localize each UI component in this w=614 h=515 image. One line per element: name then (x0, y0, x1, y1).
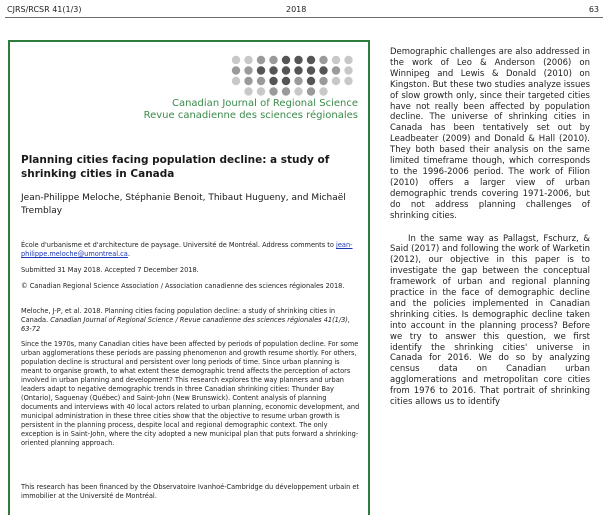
logo-dot (319, 66, 327, 74)
author-email-link[interactable]: jean-philippe.meloche@umontreal.ca (21, 241, 353, 258)
page-header (0, 0, 614, 20)
logo-dot (307, 56, 315, 64)
logo-dot (294, 56, 302, 64)
journal-logo-dots-icon (230, 55, 360, 100)
logo-dot (269, 77, 277, 85)
logo-dot (319, 87, 327, 95)
article-info-box (8, 40, 370, 515)
logo-dot (282, 56, 290, 64)
logo-dot (344, 56, 352, 64)
logo-dot (282, 87, 290, 95)
logo-dot (257, 87, 265, 95)
logo-dot (307, 87, 315, 95)
article-title: Planning cities facing population decline: a study of shrinking cities in Canada (21, 154, 330, 180)
abstract: Since the 1970s, many Canadian cities have been affected by periods of population decline. For some urban agglomerations these periods are passing phenomenon and growth resume shortly. For others, population decline is structural and persistent over long periods of time. Since urban planning is meant to organise growth, to what extent these demographic trend affects the perception of actors involved in urban planning and development? This research explores the way planners and urban leaders adapt to negative demographic trends in three Canadian shrinking cities: Thunder Bay (Ontario), Saguenay (Québec) and Saint-John (New Brunswick). Content analysis of planning documents and interviews with 40 local actors related to urban planning, economic development, and municipal administration in these three cities show that the objective to resume urban growth is persistent in the planning process, despite local and regional demographic context. The only exception is in Saint-John, where the city adopted a new municipal plan that puts forward a shrinking-oriented planning approach. (21, 340, 360, 447)
page-number: 63 (588, 5, 599, 14)
logo-dot (344, 66, 352, 74)
logo-dot (269, 66, 277, 74)
affiliation-end: . (127, 250, 130, 258)
journal-name-fr: Revue canadienne des sciences régionales (143, 110, 358, 121)
citation (21, 307, 361, 334)
citation-journal: Canadian Journal of Regional Science / Revue canadienne des sciences régionales 41(1/3), 63-72 (21, 316, 350, 333)
affiliation (21, 241, 361, 259)
logo-dot (232, 66, 240, 74)
copyright-notice: © Canadian Regional Science Association / Association canadienne des sciences régionales 2018. (21, 282, 345, 290)
logo-dot (319, 56, 327, 64)
citation-text: Meloche, J-P, et al. 2018. Planning cities facing population decline: a study of shrinking cities in Canada. (21, 307, 336, 324)
journal-logo-text (144, 98, 358, 122)
funding-note: This research has been financed by the Observatoire Ivanhoé-Cambridge du développement urbain et immobilier at the Université de Montréal. (21, 483, 360, 500)
body-paragraph-2: In the same way as Pallagst, Fschurz, & Said (2017) and following the work of Warketin (2012), our objective in this paper is to investigate the gap between the conceptual framework of urban and regional planning practice in the face of demographic decline and the policies implemented in Canadian shrinking cities. Is demographic decline taken into account in the planning process? Before we try to answer this question, we first identify the shrinking cities' universe in Canada for 2016. We do so by analyzing census data on Canadian urban agglomerations and metropolitan core cities from 1976 to 2016. That portrait of shrinking cities allows us to identify (390, 233, 590, 408)
logo-dot (332, 66, 340, 74)
logo-dot (319, 77, 327, 85)
logo-dot (332, 56, 340, 64)
logo-dot (269, 87, 277, 95)
logo-dot (244, 66, 252, 74)
journal-name-en: Canadian Journal of Regional Science (171, 98, 358, 109)
logo-dot (257, 66, 265, 74)
logo-dot (332, 77, 340, 85)
article-authors: Jean-Philippe Meloche, Stéphanie Benoit, Thibaut Hugueny, and Michaël Tremblay (21, 193, 346, 216)
logo-dot (282, 77, 290, 85)
logo-dot (244, 77, 252, 85)
body-paragraph-1: Demographic challenges are also addressed in the work of Leo & Anderson (2006) on Winnipeg and Lewis & Donald (2010) on Kingston. But these two studies analyze issues of slow growth only, since their targeted cities have not really been affected by population decline. The universe of shrinking cities in Canada has been tentatively set out by Leadbeater (2009) and Donald & Hall (2010). They both based their analysis on the same limited timeframe though, which corresponds to the 1996-2006 period. The work of Filion (2010) offers a larger view of urban demographic trends covering 1971-2006, but do not address planning challenges of shrinking cities. (390, 47, 590, 221)
logo-dot (294, 77, 302, 85)
logo-dot (244, 56, 252, 64)
body-column (390, 47, 590, 408)
logo-dot (232, 56, 240, 64)
logo-dot (244, 87, 252, 95)
logo-dot (307, 66, 315, 74)
logo-dot (294, 87, 302, 95)
affiliation-text: École d'urbanisme et d'architecture de paysage. Université de Montréal. Address comments to (21, 241, 334, 249)
logo-dot (232, 77, 240, 85)
logo-dot (294, 66, 302, 74)
logo-dot (257, 56, 265, 64)
submission-dates: Submitted 31 May 2018. Accepted 7 December 2018. (21, 266, 199, 274)
logo-dot (282, 66, 290, 74)
logo-dot (257, 77, 265, 85)
logo-dot (344, 77, 352, 85)
logo-dot (307, 77, 315, 85)
logo-dot (269, 56, 277, 64)
header-year: 2018 (286, 5, 307, 14)
header-rule (5, 17, 603, 18)
journal-volume: CJRS/RCSR 41(1/3) (7, 5, 82, 14)
